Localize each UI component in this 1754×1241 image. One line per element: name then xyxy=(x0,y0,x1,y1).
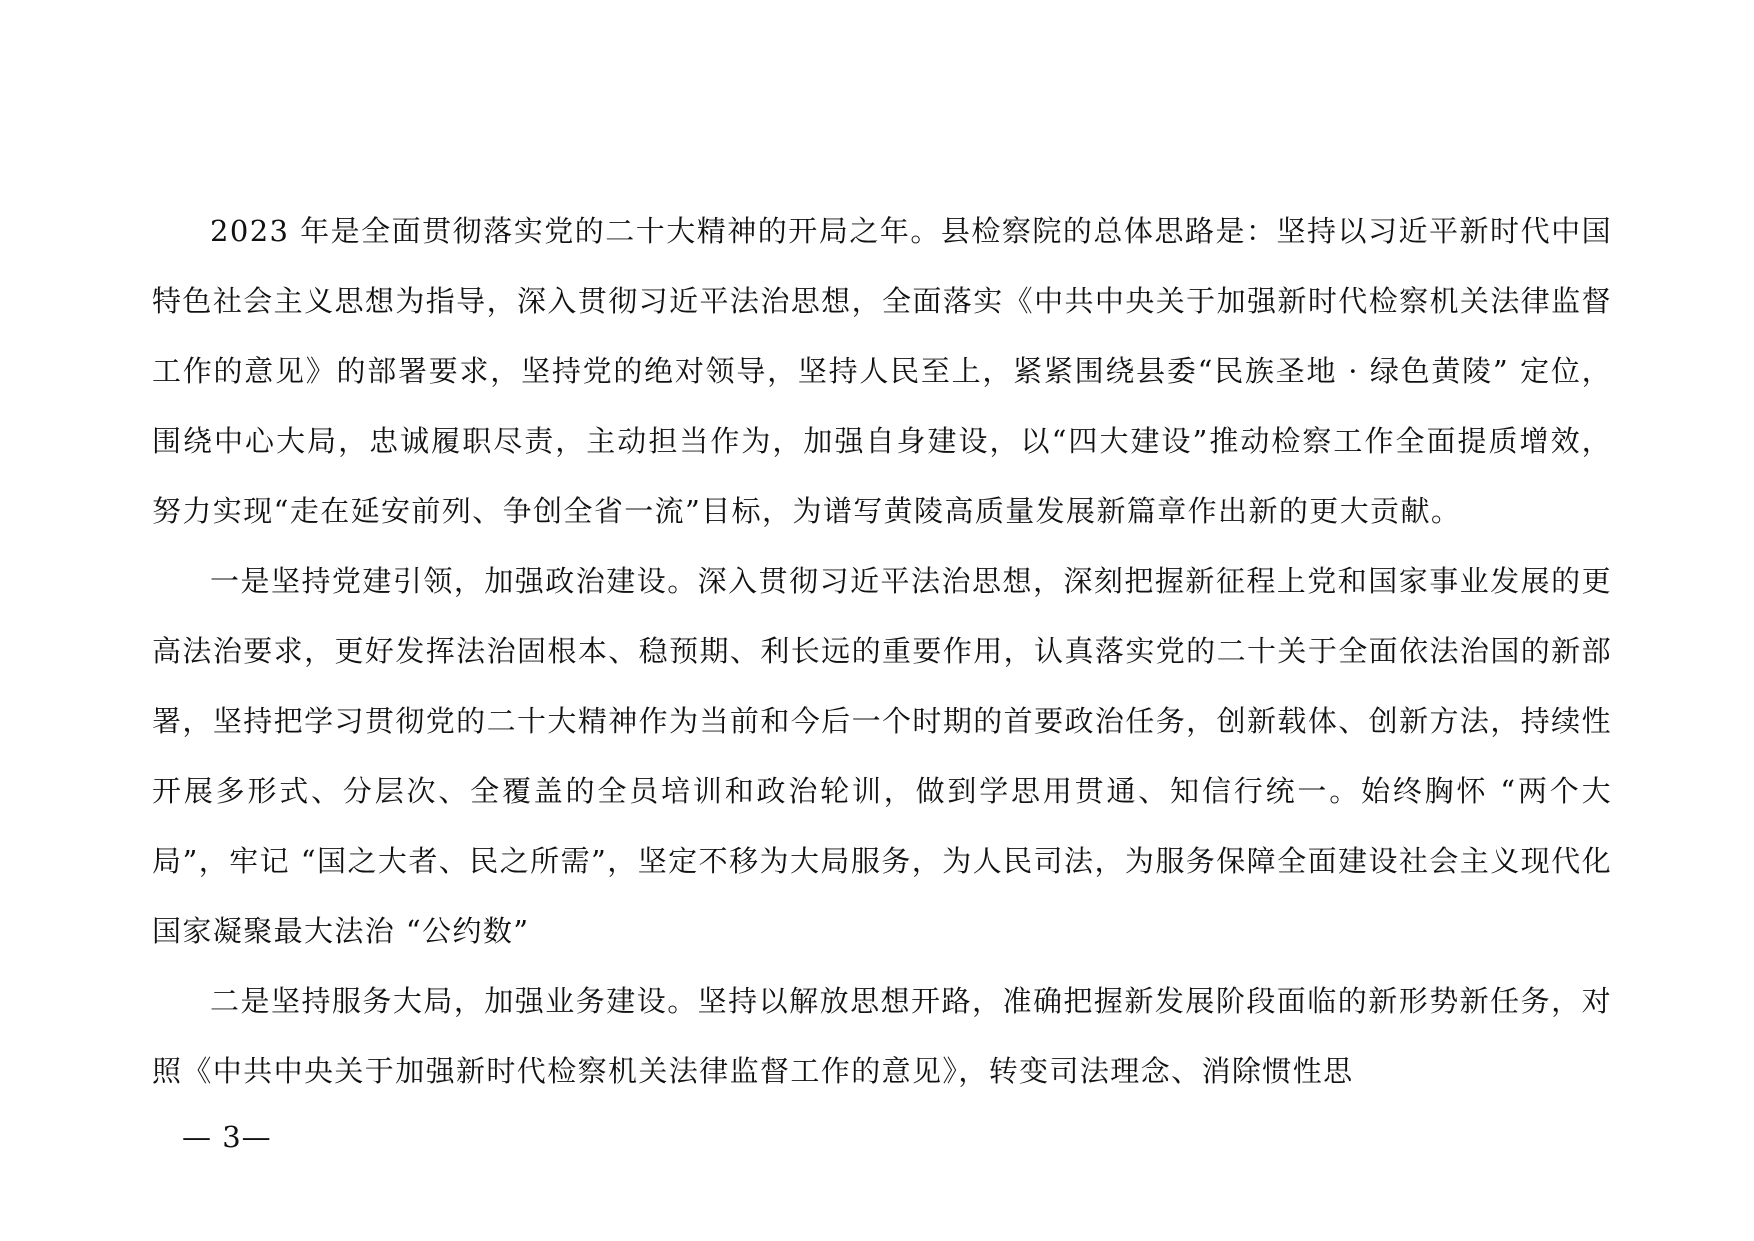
paragraph-overview: 2023 年是全面贯彻落实党的二十大精神的开局之年。县检察院的总体思路是：坚持以习近平新时代中国特色社会主义思想为指导，深入贯彻习近平法治思想，全面落实《中共中央关于加强新时代检察机关法律监督工作的意见》的部署要求，坚持党的绝对领导，坚持人民至上，紧紧围绕县委“民族圣地 · 绿色黄陵” 定位，围绕中心大局，忠诚履职尽责，主动担当作为，加强自身建设，以“四大建设”推动检察工作全面提质增效，努力实现“走在延安前列、争创全省一流”目标，为谱写黄陵高质量发展新篇章作出新的更大贡献。 xyxy=(152,214,1612,528)
page-number: — 3— xyxy=(182,1120,272,1154)
body-text xyxy=(152,196,1612,1106)
paragraph-business-building: 二是坚持服务大局，加强业务建设。坚持以解放思想开路，准确把握新发展阶段面临的新形势新任务，对照《中共中央关于加强新时代检察机关法律监督工作的意见》，转变司法理念、消除惯性思 xyxy=(152,984,1612,1088)
paragraph-political-building: 一是坚持党建引领，加强政治建设。深入贯彻习近平法治思想，深刻把握新征程上党和国家事业发展的更高法治要求，更好发挥法治固根本、稳预期、利长远的重要作用，认真落实党的二十关于全面依法治国的新部署，坚持把学习贯彻党的二十大精神作为当前和今后一个时期的首要政治任务，创新载体、创新方法，持续性开展多形式、分层次、全覆盖的全员培训和政治轮训，做到学思用贯通、知信行统一。始终胸怀 “两个大局”，牢记 “国之大者、民之所需”，坚定不移为大局服务，为人民司法，为服务保障全面建设社会主义现代化国家凝聚最大法治 “公约数” xyxy=(152,564,1612,948)
